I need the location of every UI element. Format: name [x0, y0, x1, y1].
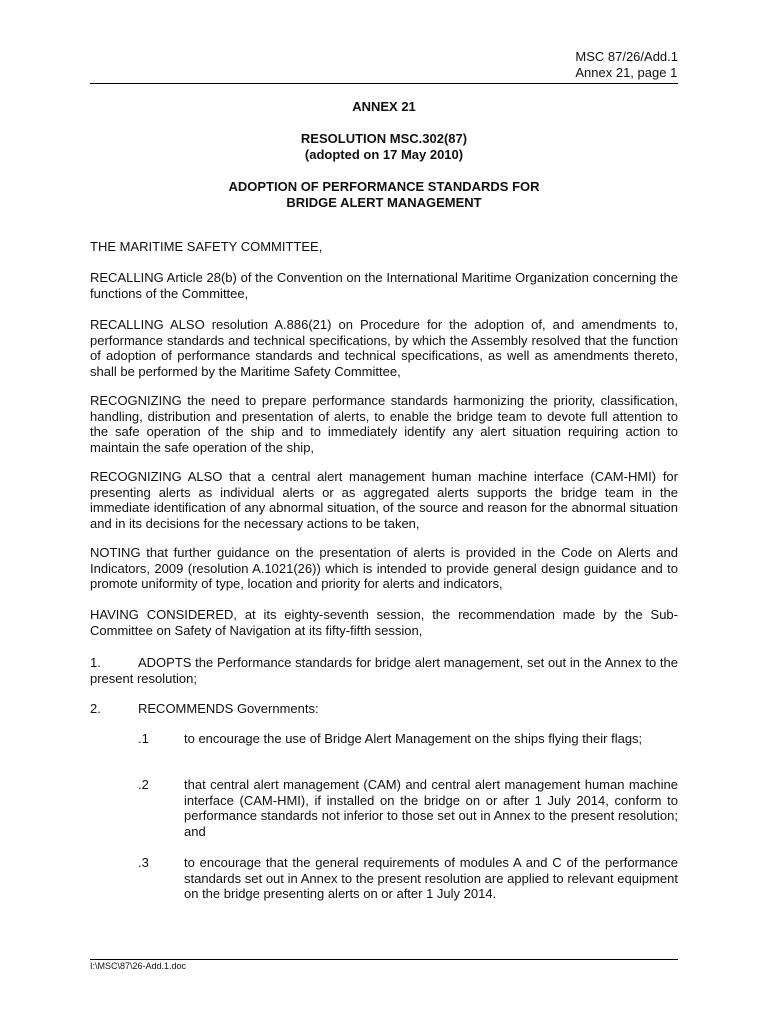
document-reference: MSC 87/26/Add.1 [575, 49, 678, 64]
sub-item-3 [138, 855, 678, 902]
operative-item-2 [90, 701, 678, 717]
footer-divider [90, 959, 678, 960]
item-text: ADOPTS the Performance standards for bridge alert management, set out in the Annex to the present resolution; [90, 655, 678, 686]
paragraph-recalling-also: RECALLING ALSO resolution A.886(21) on Procedure for the adoption of, and amendments to, performance standards and technical specifications, by which the Assembly resolved that the function of adoption of performance standards and technical specifications, as well as amendments thereto, shall be performed by the Maritime Safety Committee, [90, 317, 678, 379]
paragraph-recognizing-also: RECOGNIZING ALSO that a central alert management human machine interface (CAM-HMI) for presenting alerts as individual alerts or as aggregated alerts supports the bridge team in the immediate identification of any abnormal situation, of the source and reason for the abnormal situation and in its decisions for the necessary actions to be taken, [90, 469, 678, 531]
operative-item-1 [90, 655, 678, 686]
resolution-title [90, 131, 678, 163]
subject-line-1: ADOPTION OF PERFORMANCE STANDARDS FOR [228, 179, 540, 194]
resolution-number: RESOLUTION MSC.302(87) [300, 131, 468, 146]
subject-title [90, 179, 678, 211]
sub-item-1 [138, 731, 678, 747]
annex-title: ANNEX 21 [352, 99, 416, 114]
paragraph-noting: NOTING that further guidance on the presentation of alerts is provided in the Code on Alerts and Indicators, 2009 (resolution A.1021(26)) which is intended to provide general design guidance and to promote uniformity of type, location and priority for alerts and indicators, [90, 545, 678, 592]
file-path-footer: I:\MSC\87\26-Add.1.doc [90, 961, 187, 971]
sub-item-text: that central alert management (CAM) and central alert management human machine interface (CAM-HMI), if installed on the bridge on or after 1 July 2014, conform to performance standards not inferior to those set out in Annex to the present resolution; and [184, 777, 678, 839]
item-number: 1. [90, 655, 101, 670]
sub-item-2 [138, 777, 678, 839]
subject-line-2: BRIDGE ALERT MANAGEMENT [286, 195, 482, 210]
committee-heading: THE MARITIME SAFETY COMMITTEE, [90, 239, 323, 254]
item-text: RECOMMENDS Governments: [138, 701, 319, 716]
sub-item-number: .2 [138, 777, 149, 792]
sub-item-text: to encourage that the general requirements of modules A and C of the performance standards set out in Annex to the present resolution are applied to relevant equipment on the bridge presenting alerts on or after 1 July 2014. [184, 855, 678, 902]
paragraph-recognizing: RECOGNIZING the need to prepare performance standards harmonizing the priority, classification, handling, distribution and presentation of alerts, to enable the bridge team to devote full attention to the safe operation of the ship and to immediately identify any alert situation requiring action to maintain the safe operation of the ship, [90, 393, 678, 455]
item-number: 2. [90, 701, 101, 716]
sub-item-text: to encourage the use of Bridge Alert Management on the ships flying their flags; [184, 731, 643, 746]
paragraph-having-considered: HAVING CONSIDERED, at its eighty-seventh session, the recommendation made by the Sub-Committee on Safety of Navigation at its fifty-fifth session, [90, 607, 678, 638]
paragraph-recalling: RECALLING Article 28(b) of the Convention on the International Maritime Organization concerning the functions of the Committee, [90, 270, 678, 301]
sub-item-number: .1 [138, 731, 149, 746]
page-header [575, 49, 678, 81]
adoption-date: (adopted on 17 May 2010) [304, 147, 464, 162]
sub-item-number: .3 [138, 855, 149, 870]
page-reference: Annex 21, page 1 [575, 65, 678, 80]
header-divider [90, 83, 678, 84]
